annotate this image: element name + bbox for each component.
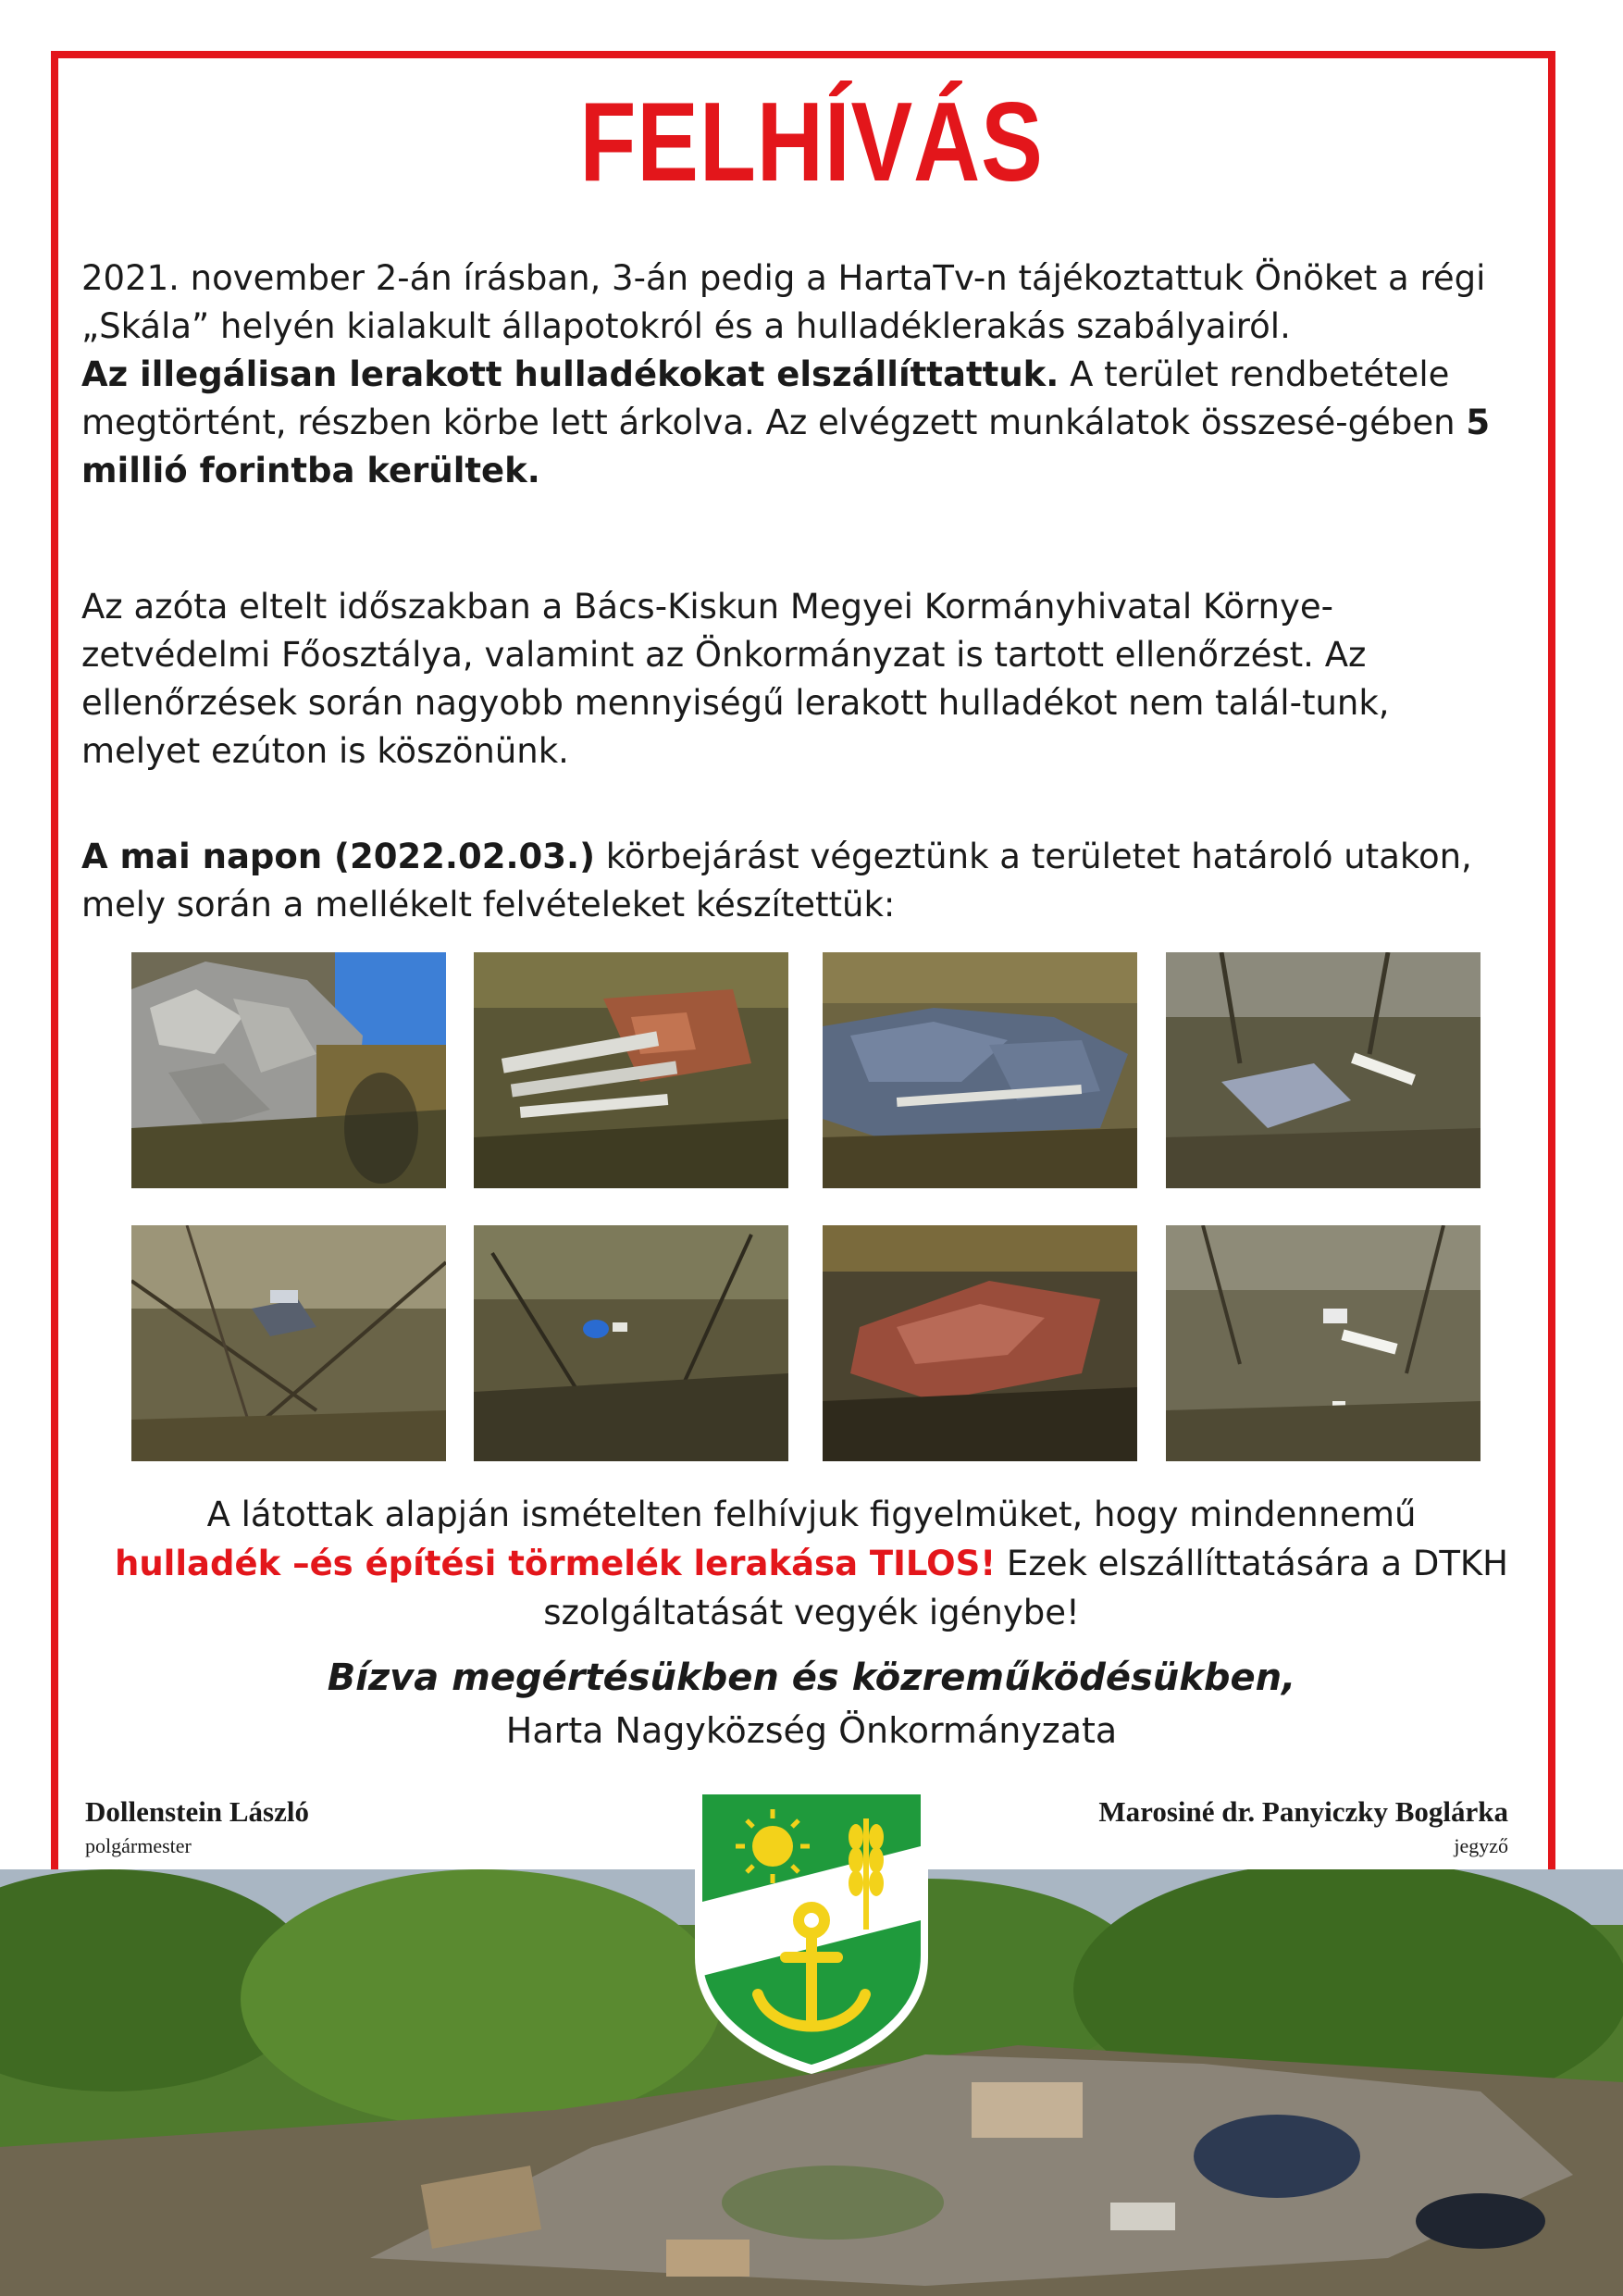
signature-right-name: Marosiné dr. Panyiczky Boglárka [1098, 1795, 1508, 1828]
issuer-name: Harta Nagyközség Önkormányzata [505, 1710, 1118, 1751]
today-text: körbejárást végeztünk a területet határoló utakon, mely során a mellékelt felvételeket készítettük: [81, 837, 1472, 925]
page-title: FELHÍVÁS [579, 79, 1044, 205]
intro-text-2: A terület rendbetétele megtörtént, részben körbe lett árkolva. Az elvégzett munkálatok összesé-gében [81, 354, 1467, 442]
photo-gray-blocks [823, 952, 1137, 1188]
signature-left-role: polgármester [85, 1834, 192, 1857]
closing-text-b: Ezek elszállíttatására a DTKH szolgáltatását vegyék igénybe! [543, 1544, 1508, 1632]
intro-bold-cost: 5 millió forintba kerültek. [81, 403, 1491, 490]
closing-text-a: A látottak alapján ismételten felhívjuk figyelmüket, hogy mindennemű [206, 1495, 1417, 1534]
intro-bold-removed: Az illegálisan lerakott hulladékokat elszállíttattuk. [81, 354, 1059, 394]
closing-prohibited: hulladék –és építési törmelék lerakása TILOS! [115, 1544, 997, 1583]
signature-right-role: jegyző [1454, 1834, 1508, 1857]
paragraph-intro [81, 254, 1502, 495]
signature-left-name: Dollenstein László [85, 1795, 309, 1828]
today-bold-date: A mai napon (2022.02.03.) [81, 837, 595, 876]
closing-thanks: Bízva megértésükben és közreműködésükben, [327, 1657, 1296, 1699]
photo-waste-dry-grass [1166, 1225, 1481, 1461]
photo-concrete-rubble [131, 952, 446, 1188]
photo-waste-branches [131, 1225, 446, 1461]
paragraph-inspection: Az azóta eltelt időszakban a Bács-Kiskun Megyei Kormányhivatal Környe-zetvédelmi Főosztálya, valamint az Önkormányzat is tartott ellenőrzést. Az ellenőrzések során nagyobb mennyiségű lerakott hulladékot nem talál-tunk, melyet ezúton is köszönünk. [81, 587, 1390, 771]
harta-coat-of-arms [689, 1781, 934, 2078]
photo-blue-bag [474, 1225, 788, 1461]
photo-brick-rubble [823, 1225, 1137, 1461]
photo-scattered-waste [1166, 952, 1481, 1188]
closing-warning [81, 1490, 1542, 1637]
intro-text: 2021. november 2-án írásban, 3-án pedig a HartaTv-n tájékoztattuk Önöket a régi „Skála” helyén kialakult állapotokról és a hulladéklerakás szabályairól. [81, 258, 1486, 346]
paragraph-today [81, 833, 1502, 929]
photo-roof-tiles [474, 952, 788, 1188]
